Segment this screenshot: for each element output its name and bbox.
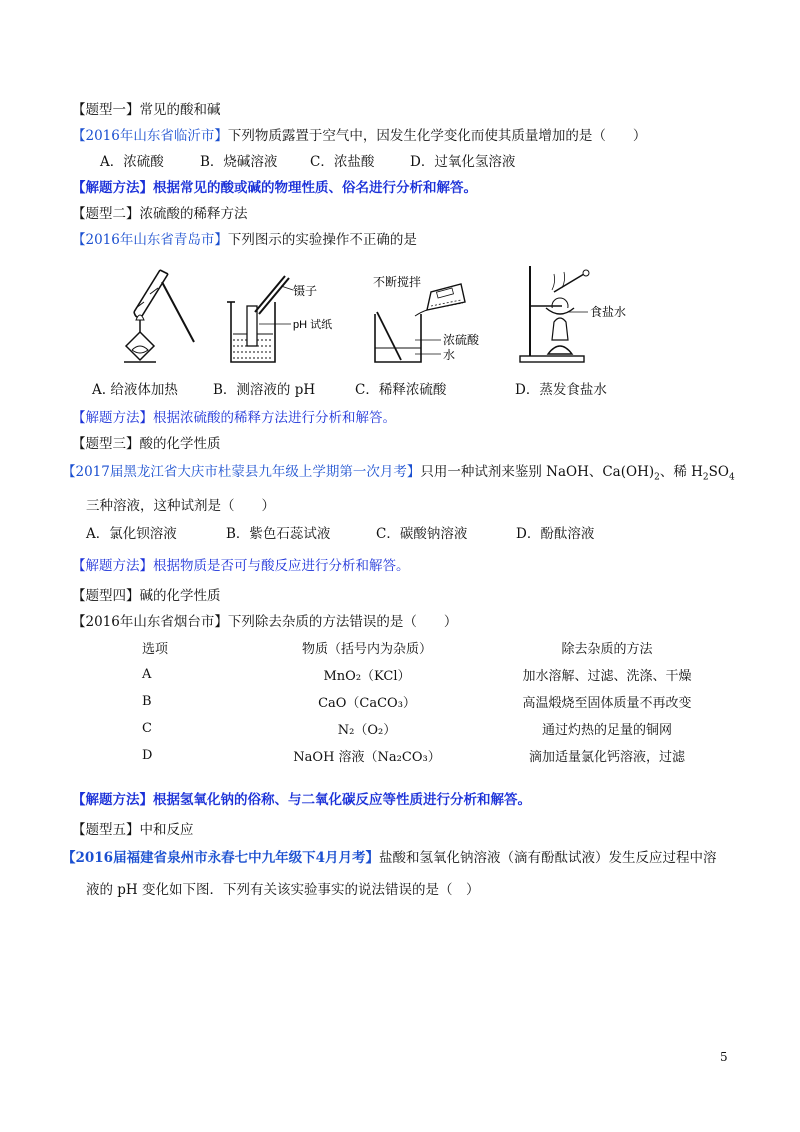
- sub-2: 2: [654, 472, 660, 483]
- method-label: 【解题方法】: [72, 410, 153, 426]
- stir-label: 不断搅拌: [373, 275, 422, 289]
- water-label: 水: [443, 348, 456, 362]
- section-5-source: 【2016届福建省泉州市永春七中九年级下4月月考】: [62, 850, 379, 866]
- section-3-question-line: [62, 462, 735, 488]
- cell-option: D: [142, 748, 153, 763]
- cell-substance: NaOH 溶液（Na₂CO₃）: [293, 750, 441, 765]
- header-substance: 物质（括号内为杂质）: [301, 642, 432, 657]
- acid-label: 浓硫酸: [443, 333, 480, 347]
- section-1-heading: 【题型一】常见的酸和碱: [72, 102, 221, 118]
- method-label: 【解题方法】: [72, 558, 153, 574]
- method-text: 根据物质是否可与酸反应进行分析和解答。: [153, 558, 410, 574]
- cell-option: B: [142, 694, 152, 709]
- cell-method: 加水溶解、过滤、洗涤、干燥: [522, 669, 692, 684]
- cell-substance: N₂（O₂）: [337, 723, 397, 738]
- table-row: [100, 742, 732, 769]
- option-b: B．紫色石蕊试液: [226, 526, 331, 542]
- table-row: [100, 661, 732, 688]
- section-3-question-cont: 三种溶液，这种试剂是（ ）: [86, 498, 275, 514]
- page-number: 5: [720, 1050, 728, 1064]
- impurity-table: [100, 634, 732, 769]
- section-4-question: 下列除去杂质的方法错误的是（ ）: [227, 614, 458, 630]
- section-1-question-line: [72, 126, 646, 146]
- section-3-options: [86, 524, 594, 544]
- method-label: 【解题方法】: [72, 792, 153, 808]
- section-2-question-line: [72, 230, 417, 250]
- caption-b: B．测溶液的 pH: [213, 382, 316, 398]
- section-2-heading: 【题型二】浓硫酸的稀释方法: [72, 206, 248, 222]
- section-3-heading: 【题型三】酸的化学性质: [72, 436, 221, 452]
- dilute-acid-figure: [365, 262, 515, 372]
- method-text: 根据浓硫酸的稀释方法进行分析和解答。: [153, 410, 396, 426]
- sub-2b: 2: [702, 472, 709, 483]
- sub-4: 4: [728, 472, 735, 483]
- experiment-figures: [90, 262, 650, 372]
- caption-d: D．蒸发食盐水: [515, 382, 607, 398]
- section-4-source: 【2016年山东省烟台市】: [72, 614, 228, 630]
- section-1-method: [72, 178, 477, 198]
- section-4-question-line: [72, 612, 457, 632]
- section-2-source: 【2016年山东省青岛市】: [72, 232, 228, 248]
- section-1-question: 下列物质露置于空气中，因发生化学变化而使其质量增加的是（ ）: [227, 128, 647, 144]
- header-option: 选项: [142, 642, 169, 657]
- caption-a: A. 给液体加热: [92, 382, 178, 398]
- method-text: 根据氢氧化钠的俗称、与二氧化碳反应等性质进行分析和解答。: [153, 792, 531, 808]
- section-5-heading: 【题型五】中和反应: [72, 822, 194, 838]
- section-4-heading: 【题型四】碱的化学性质: [72, 588, 221, 604]
- figure-captions: [90, 378, 650, 398]
- cell-option: A: [142, 667, 152, 682]
- table-row: [100, 715, 732, 742]
- section-3-method: [72, 556, 410, 576]
- cell-method: 高温煅烧至固体质量不再改变: [522, 696, 692, 711]
- cell-substance: CaO（CaCO₃）: [318, 696, 416, 711]
- cell-substance: MnO₂（KCl）: [323, 669, 411, 684]
- section-3-question-a: 只用一种试剂来鉴别 NaOH、Ca(OH): [420, 464, 655, 480]
- section-5-question-line: [62, 848, 716, 868]
- option-d: D．酚酞溶液: [516, 526, 595, 542]
- option-a: A．氯化钡溶液: [86, 526, 177, 542]
- cell-option: C: [142, 721, 152, 736]
- ph-paper-label: pH 试纸: [293, 319, 333, 331]
- table-row: [100, 688, 732, 715]
- section-2-question: 下列图示的实验操作不正确的是: [227, 232, 417, 248]
- table-header-row: [100, 634, 732, 661]
- salt-water-label: 食盐水: [590, 305, 627, 319]
- caption-c: C．稀释浓硫酸: [355, 382, 447, 398]
- section-5-question: 盐酸和氢氧化钠溶液（滴有酚酞试液）发生反应过程中溶: [378, 850, 717, 866]
- heating-liquid-figure: [100, 262, 200, 372]
- section-3-question-b: 、稀 H: [659, 464, 703, 480]
- option-c: C．浓盐酸: [310, 154, 375, 170]
- evaporate-figure: [510, 262, 650, 372]
- cell-method: 通过灼热的足量的铜网: [541, 723, 672, 738]
- section-1-source: 【2016年山东省临沂市】: [72, 128, 228, 144]
- option-a: A．浓硫酸: [100, 154, 164, 170]
- header-method: 除去杂质的方法: [561, 642, 653, 657]
- tweezers-label: 镊子: [293, 284, 318, 298]
- option-b: B．烧碱溶液: [200, 154, 278, 170]
- section-3-source: 【2017届黑龙江省大庆市杜蒙县九年级上学期第一次月考】: [62, 464, 421, 480]
- section-2-method: [72, 408, 396, 428]
- section-4-method: [72, 790, 531, 810]
- cell-method: 滴加适量氯化钙溶液，过滤: [528, 750, 685, 765]
- ph-measure-figure: [215, 262, 345, 372]
- section-3-question-c: SO: [708, 464, 729, 480]
- method-text: 根据常见的酸或碱的物理性质、俗名进行分析和解答。: [153, 180, 477, 196]
- option-c: C．碳酸钠溶液: [376, 526, 468, 542]
- section-1-options: [100, 152, 515, 172]
- option-d: D．过氧化氢溶液: [410, 154, 516, 170]
- section-5-question-cont: 液的 pH 变化如下图．下列有关该实验事实的说法错误的是（ ）: [86, 882, 480, 898]
- method-label: 【解题方法】: [72, 180, 153, 196]
